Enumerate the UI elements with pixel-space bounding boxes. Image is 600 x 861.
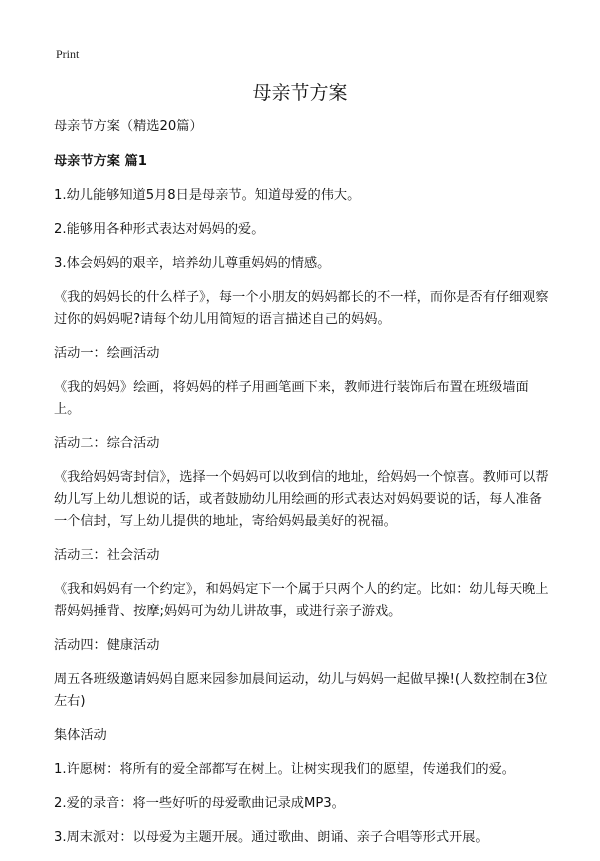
activity-4-text: 周五各班级邀请妈妈自愿来园参加晨间运动，幼儿与妈妈一起做早操!(人数控制在3位左右) [54,672,548,709]
activity-4-heading: 活动四：健康活动 [54,638,160,653]
goal-1: 1.幼儿能够知道5月8日是母亲节。知道母爱的伟大。 [54,188,361,203]
activity-2-text: 《我给妈妈寄封信》，选择一个妈妈可以收到信的地址，给妈妈一个惊喜。教师可以帮幼儿写上幼儿想说的话，或者鼓励幼儿用绘画的形式表达对妈妈要说的话，每人准备一个信封，写上幼儿提供的地址，寄给妈妈最美好的祝福。 [54,470,549,529]
activity-1-heading: 活动一：绘画活动 [54,346,160,361]
group-activity-1: 1.许愿树：将所有的爱全部都写在树上。让树实现我们的愿望，传递我们的爱。 [54,762,515,777]
activity-1-text: 《我的妈妈》绘画，将妈妈的样子用画笔画下来，教师进行装饰后布置在班级墙面上。 [54,380,529,417]
goal-2: 2.能够用各种形式表达对妈妈的爱。 [54,222,265,237]
article-heading: 母亲节方案 篇1 [54,154,147,169]
group-activity-3: 3.周末派对：以母爱为主题开展。通过歌曲、朗诵、亲子合唱等形式开展。 [54,830,489,845]
goal-3: 3.体会妈妈的艰辛，培养幼儿尊重妈妈的情感。 [54,256,331,271]
activity-3-heading: 活动三：社会活动 [54,548,160,563]
activity-3-text: 《我和妈妈有一个约定》，和妈妈定下一个属于只两个人的约定。比如：幼儿每天晚上帮妈妈捶背、按摩;妈妈可为幼儿讲故事，或进行亲子游戏。 [54,582,549,619]
group-activity-2: 2.爱的录音：将一些好听的母爱歌曲记录成MP3。 [54,796,345,811]
intro-paragraph: 《我的妈妈长的什么样子》，每一个小朋友的妈妈都长的不一样，而你是否有仔细观察过你的妈妈呢?请每个幼儿用简短的语言描述自己的妈妈。 [54,290,549,327]
activity-2-heading: 活动二：综合活动 [54,436,160,451]
print-link[interactable]: Print [56,47,80,61]
group-activity-heading: 集体活动 [54,728,107,743]
document-title: 母亲节方案 [252,82,348,104]
document-body [54,116,552,861]
document-subtitle: 母亲节方案（精选20篇） [54,119,203,134]
